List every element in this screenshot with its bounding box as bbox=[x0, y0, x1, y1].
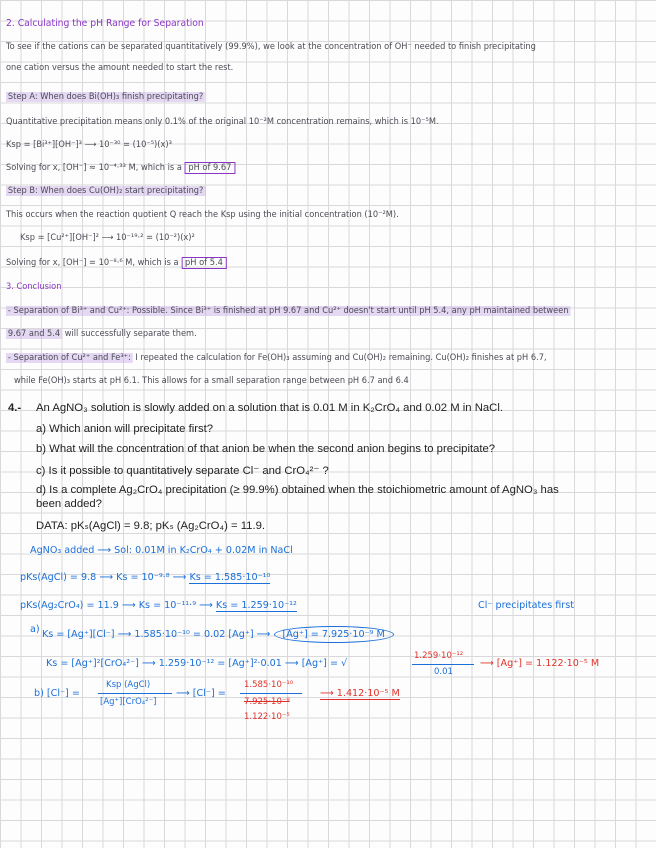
intro-line-1: To see if the cations can be separated quantitatively (99.9%), we look at the concentration of OH⁻ needed to finish precipitating bbox=[6, 42, 536, 52]
step-b-ksp: Ksp = [Cu²⁺][OH⁻]² ⟶ 10⁻¹⁹·² = (10⁻²)(x)² bbox=[20, 233, 195, 243]
ph-range-highlight: 9.67 and 5.4 bbox=[7, 329, 61, 339]
step-a-ph-box: pH of 9.67 bbox=[185, 162, 236, 174]
conclusion-heading: 3. Conclusion bbox=[6, 282, 62, 292]
sqrt-fraction-bar bbox=[412, 664, 474, 665]
fraction-bar-1 bbox=[98, 693, 172, 694]
step-b-solve bbox=[6, 258, 227, 268]
ksp-agcl-exponent: pKs(AgCl) = 9.8 ⟶ Ks = 10⁻⁹·⁸ ⟶ bbox=[20, 572, 187, 583]
step-b-heading: Step B: When does Cu(OH)₂ start precipitating? bbox=[7, 186, 204, 196]
ksp-agcl-value: Ks = 1.585·10⁻¹⁰ bbox=[189, 572, 271, 583]
conclusion-line-3 bbox=[6, 353, 547, 363]
conclusion-line-4: while Fe(OH)₃ starts at pH 6.1. This allows for a small separation range between pH 6.7 and 6.4 bbox=[14, 376, 409, 386]
cl-conc-arrow: ⟶ [Cl⁻] = bbox=[176, 688, 226, 699]
problem-data: DATA: pKₛ(AgCl) = 9.8; pKₛ (Ag₂CrO₄) = 11.9. bbox=[36, 520, 266, 532]
step-a-solve bbox=[6, 163, 235, 173]
denominator-ag-cro4: [Ag⁺][CrO₄²⁻] bbox=[100, 697, 157, 707]
work-line-4-label: a) bbox=[30, 624, 40, 635]
step-b-text: This occurs when the reaction quotient Q reach the Ksp using the initial concentration (10⁻²M). bbox=[6, 210, 399, 220]
cl-conc-value: ⟶ 1.412·10⁻⁵ M bbox=[320, 688, 400, 699]
conclusion-line-2-text: will successfully separate them. bbox=[62, 329, 197, 339]
question-d-line-2: been added? bbox=[36, 498, 102, 510]
cl-denominator-crossed: 7.925·10⁻⁹ bbox=[244, 697, 290, 707]
ag-conc-agcl-circled: [Ag⁺] = 7.925·10⁻⁹ M bbox=[274, 626, 394, 643]
cl-conc-result bbox=[320, 688, 400, 699]
ag-conc-ag2cro4: ⟶ [Ag⁺] = 1.122·10⁻⁵ M bbox=[480, 658, 600, 669]
work-line-2 bbox=[20, 572, 270, 583]
sqrt-denominator: 0.01 bbox=[434, 667, 453, 677]
work-line-3 bbox=[20, 600, 297, 611]
step-a-heading: Step A: When does Bi(OH)₃ finish precipitating? bbox=[7, 92, 204, 102]
step-b-ph-box: pH of 5.4 bbox=[181, 257, 226, 269]
conclusion-line-3-text: I repeated the calculation for Fe(OH)₃ assuming and Cu(OH)₂ remaining. Cu(OH)₂ finishes at pH 6.7, bbox=[132, 353, 547, 363]
step-a-solve-text: Solving for x, [OH⁻] ≈ 10⁻⁴·³³ M, which is a bbox=[6, 163, 182, 173]
conclusion-line-1-text: - Separation of Bi³⁺ and Cu²⁺: Possible. Since Bi³⁺ is finished at pH 9.67 and Cu²⁺ doesn't start until pH 5.4, any pH maintained between bbox=[7, 306, 569, 316]
conclusion-line-2 bbox=[6, 329, 197, 339]
question-b: b) What will the concentration of that anion be when the second anion begins to precipitate? bbox=[36, 443, 496, 455]
sqrt-numerator: 1.259·10⁻¹² bbox=[414, 651, 464, 661]
step-a-ksp: Ksp = [Bi³⁺][OH⁻]³ ⟶ 10⁻³⁰ = (10⁻⁵)(x)³ bbox=[6, 140, 172, 150]
work-line-5: Ks = [Ag⁺]²[CrO₄²⁻] ⟶ 1.259·10⁻¹² = [Ag⁺]²·0.01 ⟶ [Ag⁺] = √ bbox=[46, 658, 348, 669]
first-precipitate-note: Cl⁻ precipitates first bbox=[478, 600, 574, 611]
cl-denominator-corrected: 1.122·10⁻⁵ bbox=[244, 712, 290, 722]
work-line-4 bbox=[42, 629, 394, 640]
ksp-ag2cro4-value: Ks = 1.259·10⁻¹² bbox=[215, 600, 297, 611]
problem-number: 4.- bbox=[8, 402, 22, 414]
ksp-ag2cro4-exponent: pKs(Ag₂CrO₄) = 11.9 ⟶ Ks = 10⁻¹¹·⁹ ⟶ bbox=[20, 600, 213, 611]
step-b-solve-text: Solving for x, [OH⁻] = 10⁻⁸·⁶ M, which is a bbox=[6, 258, 179, 268]
question-c: c) Is it possible to quantitatively separate Cl⁻ and CrO₄²⁻ ? bbox=[36, 465, 329, 477]
conclusion-line-1 bbox=[6, 306, 570, 316]
conclusion-line-3-highlight: - Separation of Cu²⁺ and Fe³⁺: bbox=[7, 353, 131, 363]
fraction-bar-2 bbox=[240, 693, 302, 694]
question-a: a) Which anion will precipitate first? bbox=[36, 423, 214, 435]
intro-line-2: one cation versus the amount needed to start the rest. bbox=[6, 63, 234, 73]
cl-numerator: 1.585·10⁻¹⁰ bbox=[244, 680, 294, 690]
question-d-line-1: d) Is a complete Ag₂CrO₄ precipitation (≥ 99.9%) obtained when the stoichiometric amount of AgNO₃ has bbox=[36, 484, 559, 496]
work-line-6-start: b) [Cl⁻] = bbox=[34, 688, 80, 699]
ksp-agcl-numerator: Ksp (AgCl) bbox=[106, 680, 151, 690]
agcl-equilibrium: Ks = [Ag⁺][Cl⁻] ⟶ 1.585·10⁻¹⁰ = 0.02 [Ag⁺] ⟶ bbox=[42, 629, 271, 640]
problem-statement: An AgNO₃ solution is slowly added on a solution that is 0.01 M in K₂CrO₄ and 0.02 M in NaCl. bbox=[36, 402, 503, 414]
work-line-1: AgNO₃ added ⟶ Sol: 0.01M in K₂CrO₄ + 0.02M in NaCl bbox=[30, 545, 293, 556]
step-a-text: Quantitative precipitation means only 0.1% of the original 10⁻²M concentration remains, which is 10⁻⁵M. bbox=[6, 117, 439, 127]
section-heading: 2. Calculating the pH Range for Separation bbox=[6, 18, 204, 29]
